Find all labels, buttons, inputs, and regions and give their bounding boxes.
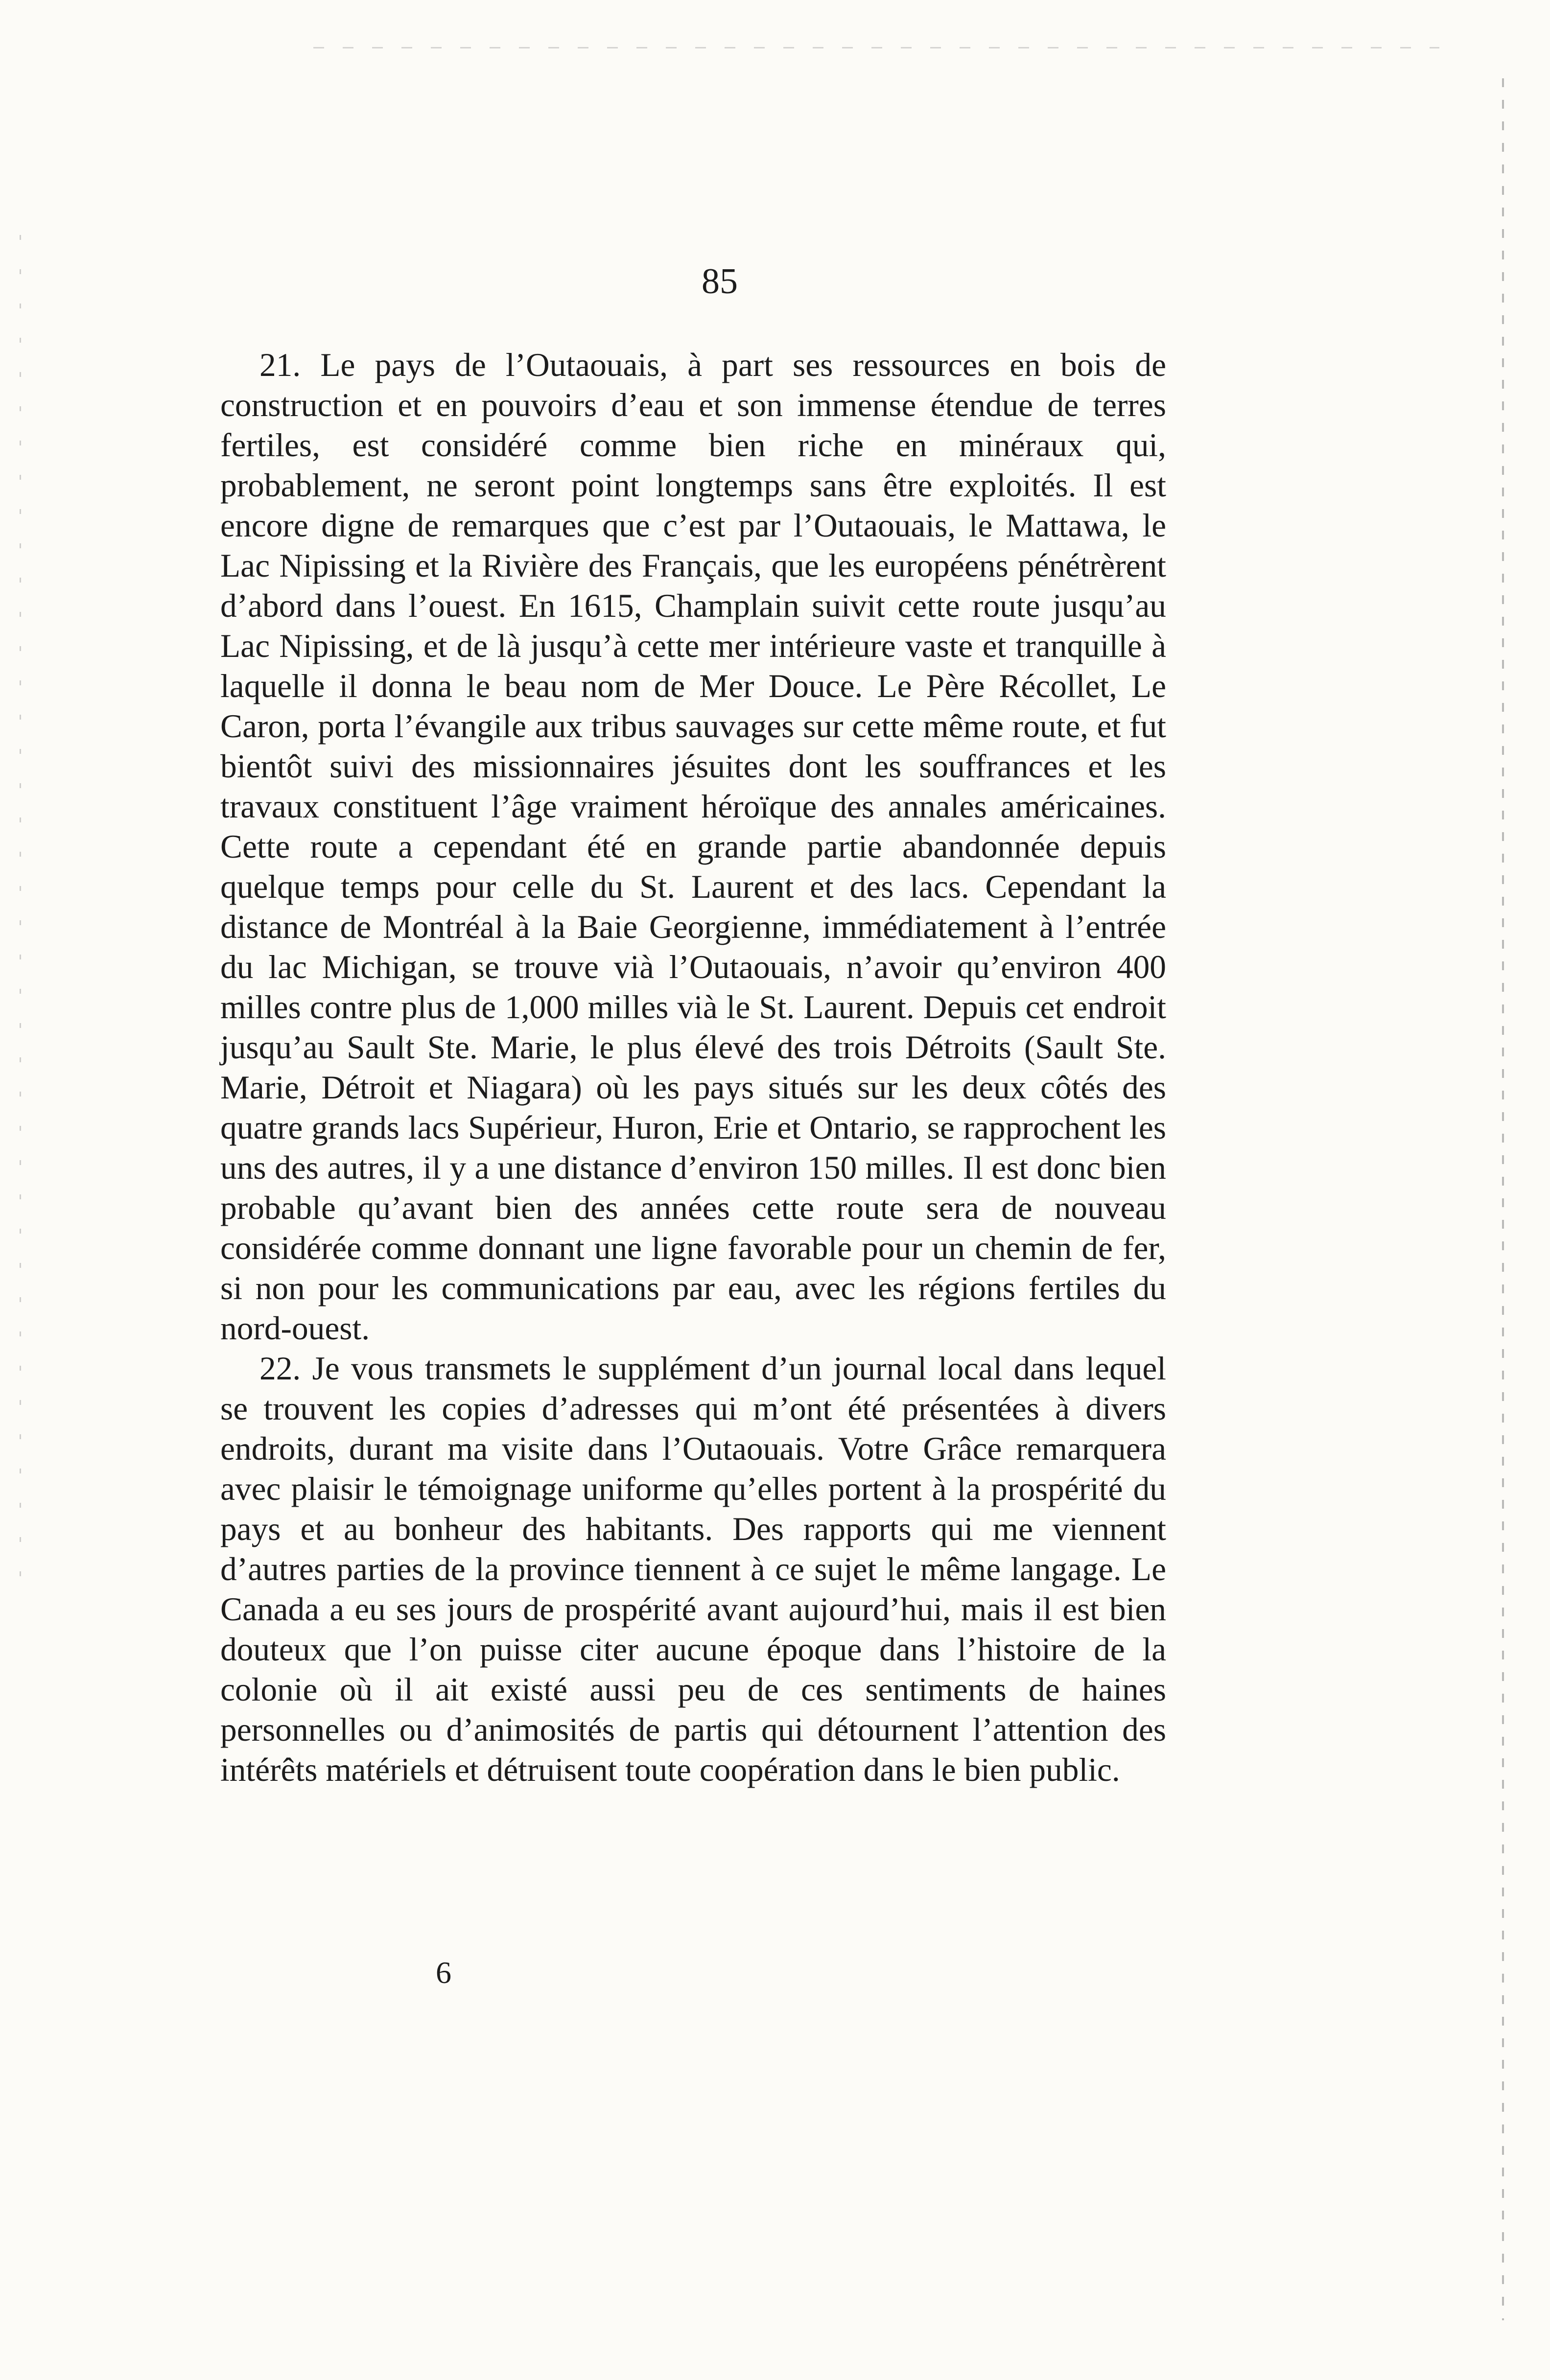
paragraph-21 [220, 345, 1166, 1349]
page-body-text [220, 345, 1166, 1790]
page-number: 85 [702, 261, 738, 302]
paragraph-number: 22. [259, 1350, 301, 1387]
paragraph-number: 21. [259, 347, 301, 383]
paragraph-text: Je vous transmets le supplément d’un journal local dans lequel se trouvent les copies d’adresses qui m’ont été présentées à divers endroits, durant ma visite dans l’Outaouais. Votre Grâce remarquera avec plaisir le témoignage uniforme qu’elles portent à la prospérité du pays et au bonheur des habitants. Des rapports qui me viennent d’autres parties de la province tiennent à ce sujet le même langage. Le Canada a eu ses jours de prospérité avant aujourd’hui, mais il est bien douteux que l’on puisse citer aucune époque dans l’histoire de la colonie où il ait existé aussi peu de ces sentiments de haines personnelles ou d’animosités de partis qui détournent l’attention des intérêts matériels et détruisent toute coopération dans le bien public. [220, 1350, 1166, 1788]
paragraph-22 [220, 1349, 1166, 1790]
scan-edge-artifact-top [313, 47, 1439, 48]
paragraph-text: Le pays de l’Outaouais, à part ses ressources en bois de construction et en pouvoirs d’eau et son immense étendue de terres fertiles, est considéré comme bien riche en minéraux qui, probablement, ne seront point longtemps sans être exploités. Il est encore digne de remarques que c’est par l’Outaouais, le Mattawa, le Lac Nipissing et la Rivière des Français, que les européens pénétrèrent d’abord dans l’ouest. En 1615, Champlain suivit cette route jusqu’au Lac Nipissing, et de là jusqu’à cette mer intérieure vaste et tranquille à laquelle il donna le beau nom de Mer Douce. Le Père Récollet, Le Caron, porta l’évangile aux tribus sauvages sur cette même route, et fut bientôt suivi des missionnaires jésuites dont les souffrances et les travaux constituent l’âge vraiment héroïque des annales américaines. Cette route a cependant été en grande partie abandonnée depuis quelque temps pour celle du St. Laurent et des lacs. Cependant la distance de Montréal à la Baie Georgienne, immédiatement à l’entrée du lac Michigan, se trouve vià l’Outaouais, n’avoir qu’environ 400 milles contre plus de 1,000 milles vià le St. Laurent. Depuis cet endroit jusqu’au Sault Ste. Marie, le plus élevé des trois Détroits (Sault Ste. Marie, Détroit et Niagara) où les pays situés sur les deux côtés des quatre grands lacs Supérieur, Huron, Erie et Ontario, se rapprochent les uns des autres, il y a une distance d’environ 150 milles. Il est donc bien probable qu’avant bien des années cette route sera de nouveau considérée comme donnant une ligne favorable pour un chemin de fer, si non pour les communications par eau, avec les régions fertiles du nord-ouest. [220, 347, 1166, 1347]
scan-edge-artifact-left [20, 235, 21, 1606]
printer-signature-mark: 6 [436, 1955, 451, 1990]
scan-edge-artifact-right [1502, 78, 1504, 2320]
